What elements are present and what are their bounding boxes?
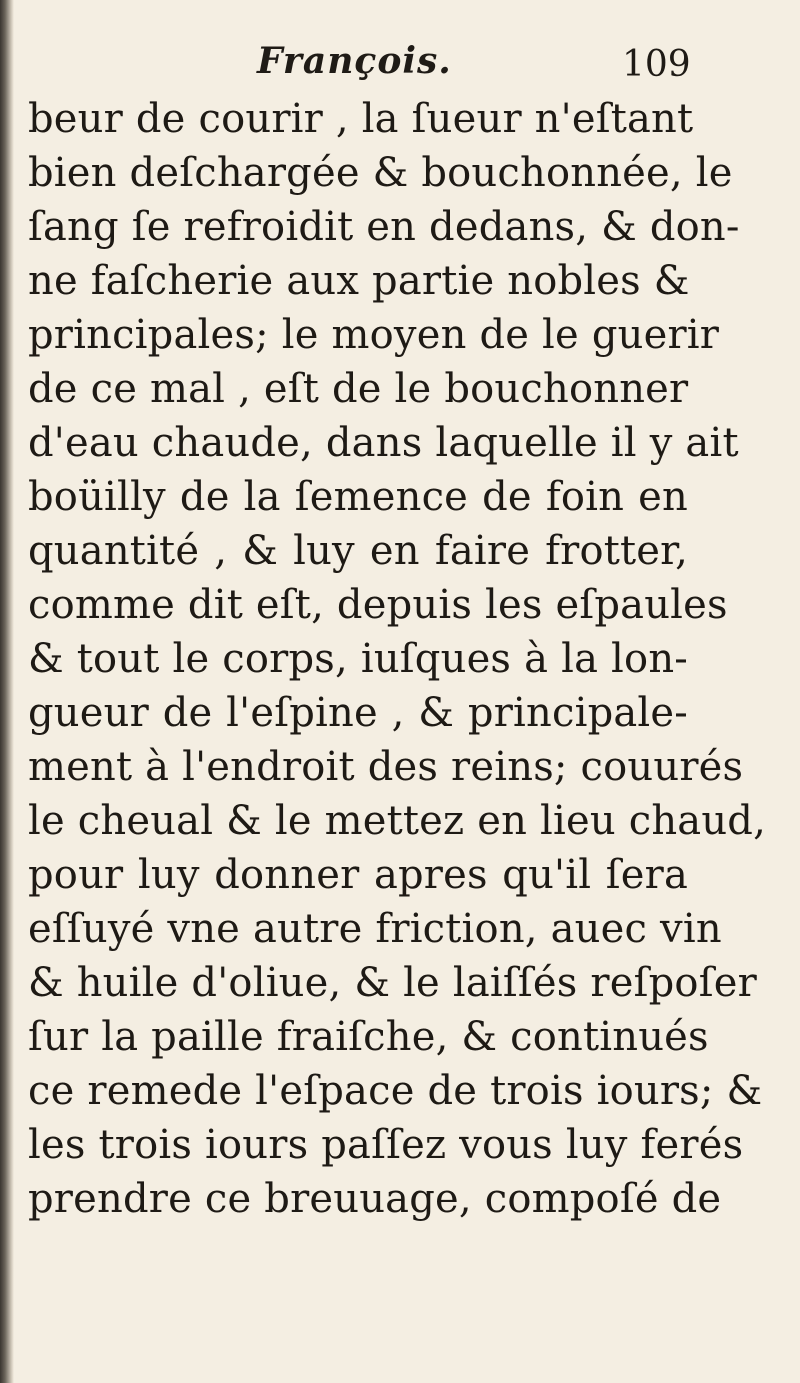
text-line: beur de courir , la ſueur n'eſtant <box>28 96 694 142</box>
binding-gutter <box>0 0 14 1383</box>
text-line: ſang ſe refroidit en dedans, & don- <box>28 204 740 250</box>
text-line: pour luy donner apres qu'il ſera <box>28 852 688 898</box>
running-title: François. <box>257 40 452 82</box>
body-text <box>28 92 767 1226</box>
text-line: eſſuyé vne autre friction, auec vin <box>28 906 722 952</box>
text-line: ce remede l'eſpace de trois iours; & <box>28 1068 763 1114</box>
text-line: ſur la paille fraiſche, & continués <box>28 1014 709 1060</box>
page-header <box>0 38 800 94</box>
text-line: comme dit eſt, depuis les eſpaules <box>28 582 728 628</box>
text-line: ne faſcherie aux partie nobles & <box>28 258 690 304</box>
text-line: bien deſchargée & bouchonnée, le <box>28 150 733 196</box>
text-line: & huile d'oliue, & le laiſſés reſpoſer <box>28 960 757 1006</box>
text-line: prendre ce breuuage, compoſé de <box>28 1176 722 1222</box>
text-line: de ce mal , eſt de le bouchonner <box>28 366 689 412</box>
text-line: les trois iours paſſez vous luy ferés <box>28 1122 744 1168</box>
text-line: quantité , & luy en faire frotter, <box>28 528 688 574</box>
text-line: d'eau chaude, dans laquelle il y ait <box>28 420 739 466</box>
page-number: 109 <box>622 44 691 85</box>
text-line: ment à l'endroit des reins; couurés <box>28 744 744 790</box>
text-line: boüilly de la ſemence de foin en <box>28 474 688 520</box>
text-line: & tout le corps, iuſques à la lon- <box>28 636 688 682</box>
text-line: le cheual & le mettez en lieu chaud, <box>28 798 767 844</box>
text-line: gueur de l'eſpine , & principale- <box>28 690 688 736</box>
text-line: principales; le moyen de le guerir <box>28 312 720 358</box>
